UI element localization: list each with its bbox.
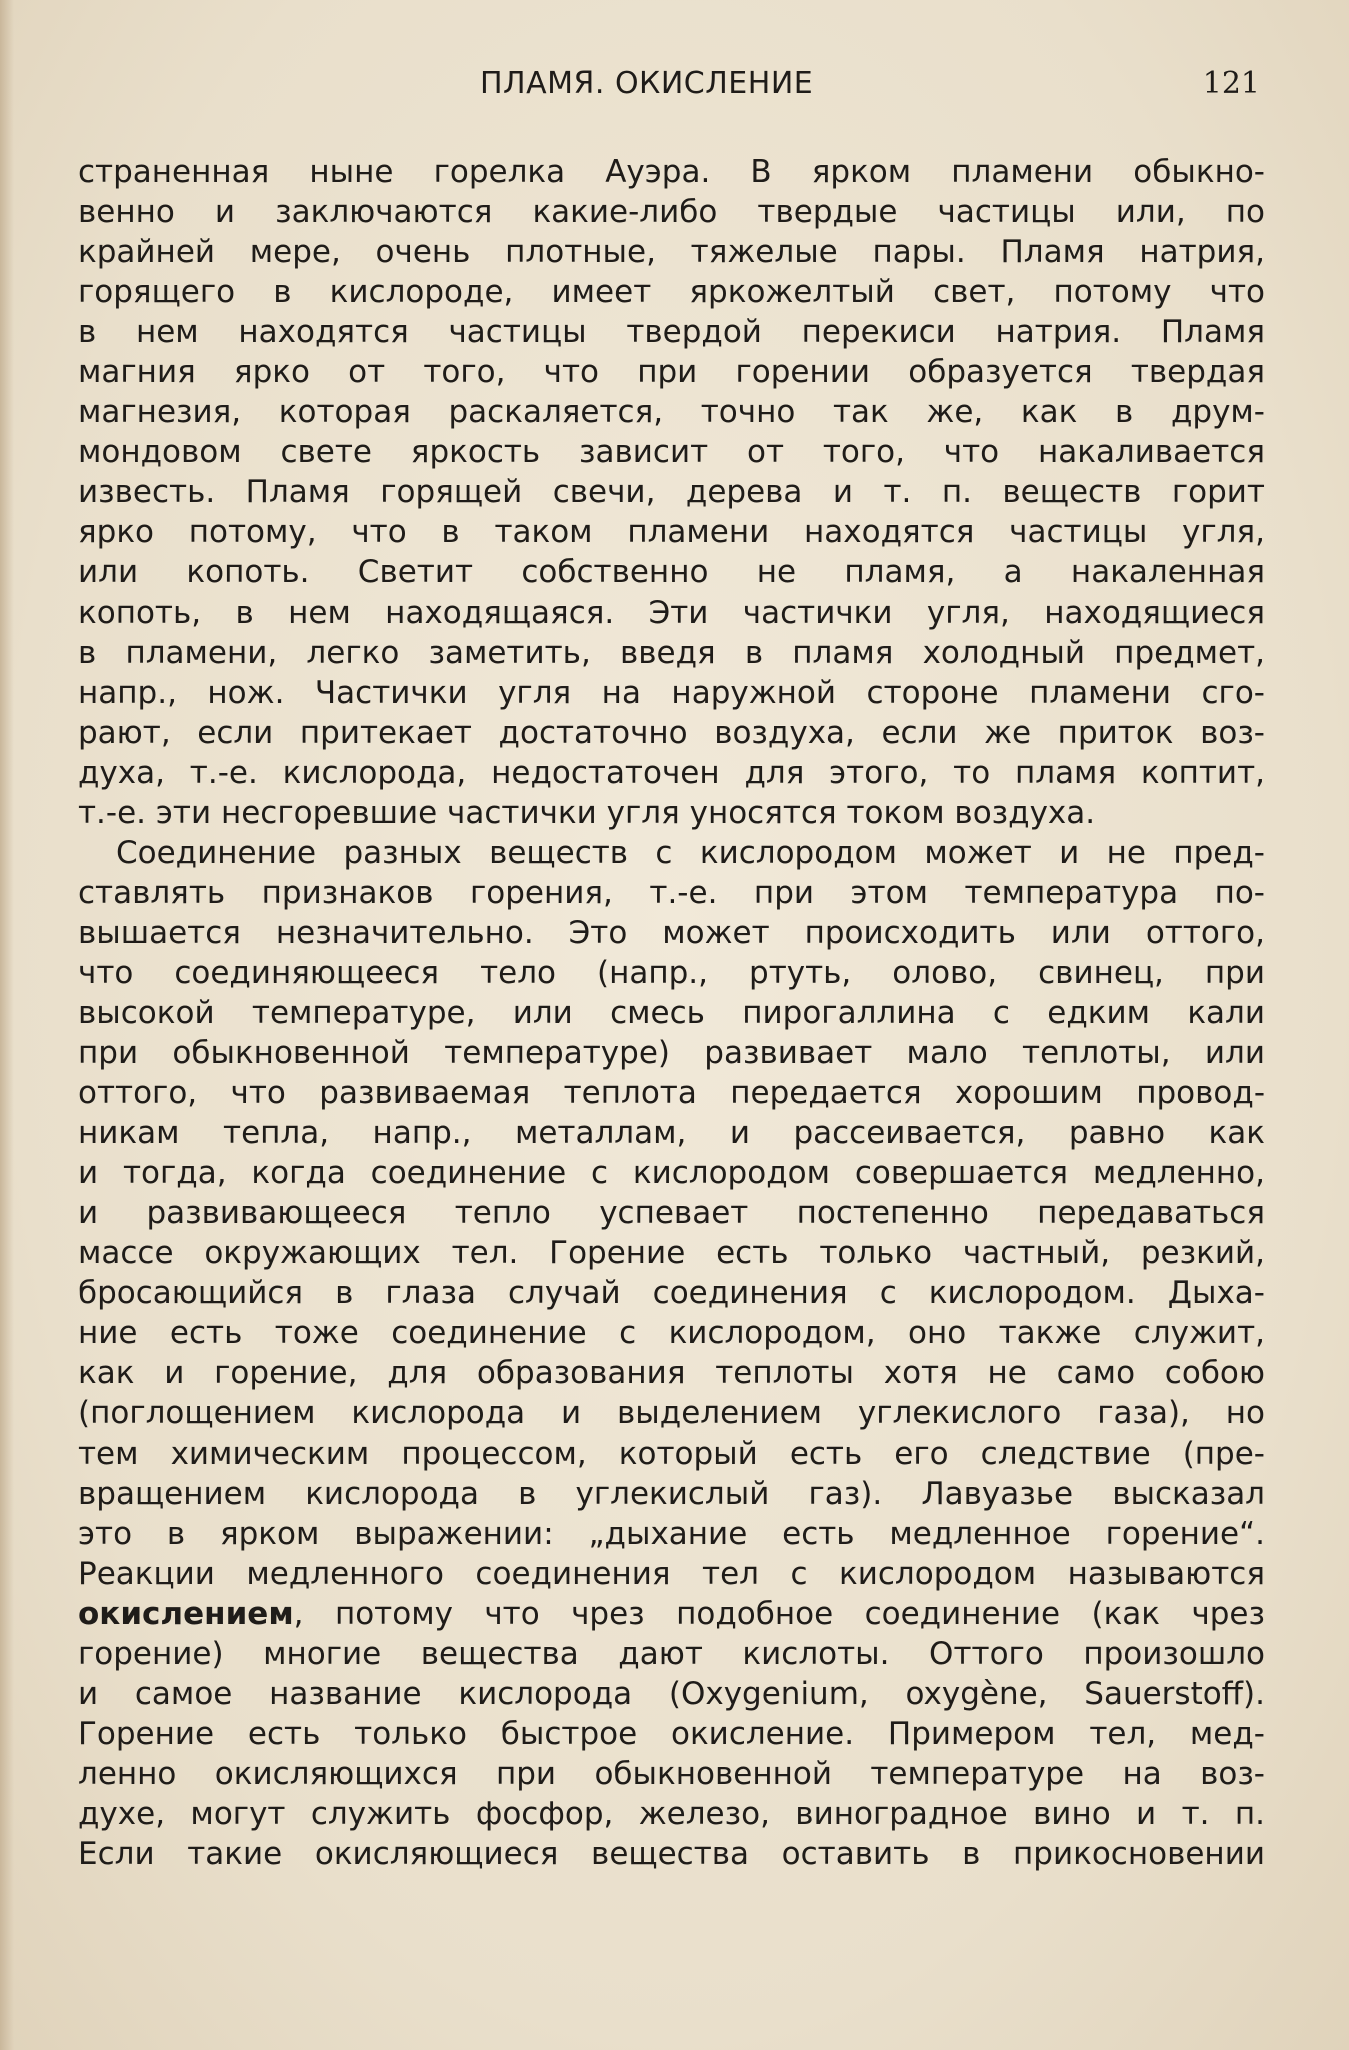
binding-shadow <box>0 0 14 2050</box>
text-line: страненная ныне горелка Ауэра. В ярком пламени обыкно- <box>78 154 1265 190</box>
text-line: духе, могут служить фосфор, железо, виноградное вино и т. п. <box>78 1795 1265 1832</box>
body-text <box>78 152 1265 1874</box>
text-line: мондовом свете яркость зависит от того, что накаливается <box>78 434 1265 471</box>
text-line: высокой температуре, или смесь пирогаллина с едким кали <box>78 994 1265 1031</box>
text-line: известь. Пламя горящей свечи, дерева и т. п. веществ горит <box>78 474 1265 511</box>
page-number: 121 <box>1202 66 1260 101</box>
text-line: т.-е. эти несгоревшие частички угля уносятся током воздуха. <box>78 794 1096 831</box>
text-line: вышается незначительно. Это может происходить или оттого, <box>78 914 1265 951</box>
text-line: в нем находятся частицы твердой перекиси натрия. Пламя <box>78 314 1265 351</box>
text-line: горение) многие вещества дают кислоты. Оттого произошло <box>78 1635 1265 1672</box>
text-line: что соединяющееся тело (напр., ртуть, олово, свинец, при <box>78 954 1265 991</box>
text-line: это в ярком выражении: „дыхание есть медленное горение“. <box>78 1515 1265 1552</box>
text-line-rest: , потому что чрез подобное соединение (как чрез <box>293 1595 1265 1632</box>
text-line: в пламени, легко заметить, введя в пламя холодный предмет, <box>78 634 1265 671</box>
text-line: венно и заключаются какие-либо твердые частицы или, по <box>78 194 1265 231</box>
text-line-emphasis <box>78 1594 1265 1634</box>
text-line: духа, т.-е. кислорода, недостаточен для этого, то пламя коптит, <box>78 754 1265 791</box>
text-line: магнезия, которая раскаляется, точно так же, как в друм- <box>78 394 1265 431</box>
text-line: никам тепла, напр., металлам, и рассеивается, равно как <box>78 1115 1265 1152</box>
page-header <box>470 66 1260 116</box>
text-line: бросающийся в глаза случай соединения с кислородом. Дыха- <box>78 1275 1265 1312</box>
text-line: напр., нож. Частички угля на наружной стороне пламени сго- <box>78 674 1265 711</box>
text-line: крайней мере, очень плотные, тяжелые пары. Пламя натрия, <box>78 234 1265 271</box>
text-line: и тогда, когда соединение с кислородом совершается медленно, <box>78 1155 1265 1192</box>
text-line: (поглощением кислорода и выделением углекислого газа), но <box>78 1395 1265 1432</box>
text-line: ние есть тоже соединение с кислородом, оно также служит, <box>78 1315 1265 1352</box>
text-line: и самое название кислорода (Oxygenium, oxygène, Sauerstoff). <box>78 1675 1265 1712</box>
text-line: как и горение, для образования теплоты хотя не само собою <box>78 1355 1265 1392</box>
text-line: ленно окисляющихся при обыкновенной температуре на воз- <box>78 1755 1265 1792</box>
text-line: вращением кислорода в углекислый газ). Лавуазье высказал <box>78 1475 1265 1512</box>
text-line: тем химическим процессом, который есть его следствие (пре- <box>78 1435 1265 1472</box>
text-line: горящего в кислороде, имеет яркожелтый свет, потому что <box>78 274 1265 311</box>
text-line: магния ярко от того, что при горении образуется твердая <box>78 354 1265 391</box>
text-line: Реакции медленного соединения тел с кислородом называются <box>78 1555 1265 1592</box>
text-line: или копоть. Светит собственно не пламя, а накаленная <box>78 554 1265 591</box>
bold-term: окислением <box>78 1595 294 1632</box>
text-line: оттого, что развиваемая теплота передается хорошим провод- <box>78 1075 1265 1112</box>
text-line: Соединение разных веществ с кислородом может и не пред- <box>116 834 1265 871</box>
text-line: ставлять признаков горения, т.-е. при этом температура по- <box>78 874 1265 911</box>
text-line: Если такие окисляющиеся вещества оставить в прикосновении <box>78 1835 1265 1872</box>
text-line: ярко потому, что в таком пламени находятся частицы угля, <box>78 514 1265 551</box>
running-title: ПЛАМЯ. ОКИСЛЕНИЕ <box>480 66 814 101</box>
text-line: Горение есть только быстрое окисление. Примером тел, мед- <box>78 1715 1265 1752</box>
text-line: рают, если притекает достаточно воздуха, если же приток воз- <box>78 714 1265 751</box>
text-line: массе окружающих тел. Горение есть только частный, резкий, <box>78 1235 1265 1272</box>
text-line: при обыкновенной температуре) развивает мало теплоты, или <box>78 1035 1265 1072</box>
text-line: и развивающееся тепло успевает постепенно передаваться <box>78 1195 1265 1232</box>
text-line: копоть, в нем находящаяся. Эти частички угля, находящиеся <box>78 594 1265 631</box>
